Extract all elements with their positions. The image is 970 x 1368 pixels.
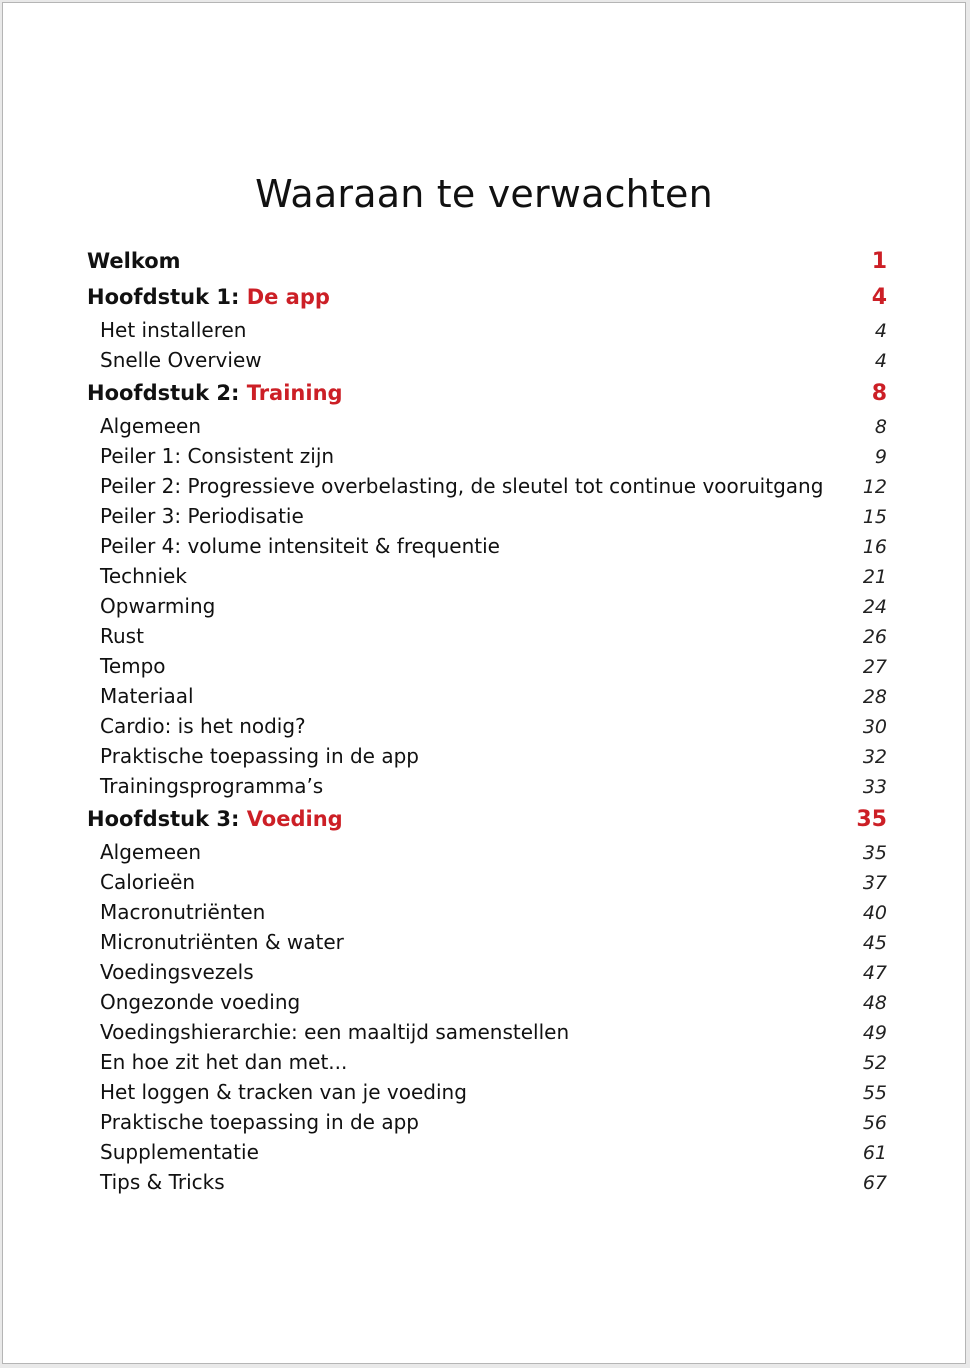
toc-chapter-2[interactable] [87, 375, 887, 411]
toc-subentry-label: Voedingsvezels [100, 960, 254, 984]
toc-subentry-page: 30 [862, 716, 887, 738]
toc-subentry[interactable] [87, 681, 887, 711]
toc-subentry-page: 27 [862, 656, 887, 678]
toc-subentry-page: 15 [862, 506, 887, 528]
toc-subentry-page: 37 [862, 872, 887, 894]
toc-subentry-page: 52 [862, 1052, 887, 1074]
toc-subentry[interactable] [87, 867, 887, 897]
toc-subentry-label: Cardio: is het nodig? [100, 714, 306, 738]
toc-subentry[interactable] [87, 315, 887, 345]
toc-subentry-page: 26 [862, 626, 887, 648]
toc-subentry-page: 16 [862, 536, 887, 558]
toc-subentry[interactable] [87, 957, 887, 987]
chapter-prefix: Hoofdstuk 2: [87, 381, 247, 405]
toc-subentry-page: 40 [862, 902, 887, 924]
toc-subentry[interactable] [87, 411, 887, 441]
toc-subentry-page: 4 [874, 320, 887, 342]
toc-subentry-page: 33 [862, 776, 887, 798]
toc-subentry-label: Algemeen [100, 414, 202, 438]
toc-subentry-label: Het loggen & tracken van je voeding [100, 1080, 467, 1104]
toc-subentry-page: 9 [874, 446, 887, 468]
toc-subentry[interactable] [87, 771, 887, 801]
toc-subentry[interactable] [87, 1047, 887, 1077]
toc-subentry[interactable] [87, 501, 887, 531]
page-title: Waaraan te verwachten [255, 172, 713, 216]
toc-subentry-page: 45 [862, 932, 887, 954]
toc-subentry-label: Micronutriënten & water [100, 930, 344, 954]
toc-subentry[interactable] [87, 987, 887, 1017]
toc-subentry-page: 67 [862, 1172, 887, 1194]
toc-subentry[interactable] [87, 1137, 887, 1167]
toc-subentry-label: Rust [100, 624, 144, 648]
toc-subentry[interactable] [87, 621, 887, 651]
toc-subentry[interactable] [87, 927, 887, 957]
chapter-name: De app [246, 285, 330, 309]
toc-subentry-label: En hoe zit het dan met... [100, 1050, 348, 1074]
toc-subentry-page: 35 [862, 842, 887, 864]
toc-chapter-heading [87, 279, 330, 315]
toc-subentry-label: Peiler 3: Periodisatie [100, 504, 304, 528]
toc-subentry[interactable] [87, 591, 887, 621]
toc-subentry-page: 12 [862, 476, 887, 498]
toc-subentry[interactable] [87, 837, 887, 867]
toc-subentry-page: 48 [862, 992, 887, 1014]
toc-subentry-label: Techniek [100, 564, 187, 588]
toc-chapter-heading [87, 801, 343, 837]
toc-subentry-label: Tips & Tricks [100, 1170, 225, 1194]
toc-chapter-2-items [87, 411, 887, 801]
toc-subentry[interactable] [87, 897, 887, 927]
toc-chapter-3[interactable] [87, 801, 887, 837]
toc-chapter-1[interactable] [87, 279, 887, 315]
toc-subentry[interactable] [87, 1077, 887, 1107]
toc-chapter-3-items [87, 837, 887, 1197]
toc-subentry[interactable] [87, 441, 887, 471]
toc-subentry-page: 61 [862, 1142, 887, 1164]
toc-subentry[interactable] [87, 531, 887, 561]
toc-entry-welkom[interactable] [87, 243, 887, 279]
chapter-name: Voeding [246, 807, 343, 831]
toc-entry-label: Welkom [87, 249, 181, 273]
toc-subentry[interactable] [87, 711, 887, 741]
toc-subentry-label: Peiler 4: volume intensiteit & frequentie [100, 534, 500, 558]
toc-subentry-page: 55 [862, 1082, 887, 1104]
toc-subentry[interactable] [87, 1167, 887, 1197]
chapter-prefix: Hoofdstuk 1: [87, 285, 247, 309]
toc-subentry-label: Het installeren [100, 318, 247, 342]
chapter-name: Training [246, 381, 343, 405]
table-of-contents [87, 243, 887, 1197]
toc-subentry-page: 28 [862, 686, 887, 708]
toc-subentry-label: Praktische toepassing in de app [100, 1110, 419, 1134]
toc-subentry[interactable] [87, 561, 887, 591]
toc-subentry-page: 49 [862, 1022, 887, 1044]
toc-subentry-label: Trainingsprogramma’s [100, 774, 324, 798]
toc-chapter-heading [87, 375, 343, 411]
toc-subentry-page: 4 [874, 350, 887, 372]
toc-subentry-page: 47 [862, 962, 887, 984]
toc-subentry-label: Algemeen [100, 840, 202, 864]
toc-subentry-label: Opwarming [100, 594, 216, 618]
toc-subentry[interactable] [87, 345, 887, 375]
toc-chapter-page: 4 [871, 285, 887, 310]
toc-subentry-page: 8 [874, 416, 887, 438]
toc-subentry-label: Voedingshierarchie: een maaltijd samenstellen [100, 1020, 570, 1044]
toc-subentry-label: Praktische toepassing in de app [100, 744, 419, 768]
toc-subentry-label: Supplementatie [100, 1140, 259, 1164]
toc-subentry-label: Macronutriënten [100, 900, 266, 924]
toc-subentry[interactable] [87, 651, 887, 681]
toc-chapter-1-items [87, 315, 887, 375]
toc-subentry-label: Calorieën [100, 870, 196, 894]
toc-subentry-page: 32 [862, 746, 887, 768]
toc-subentry-label: Snelle Overview [100, 348, 262, 372]
chapter-prefix: Hoofdstuk 3: [87, 807, 247, 831]
toc-subentry-page: 21 [862, 566, 887, 588]
document-page [2, 2, 966, 1364]
toc-entry-page: 1 [871, 249, 887, 274]
toc-subentry[interactable] [87, 471, 887, 501]
toc-chapter-page: 8 [871, 381, 887, 406]
toc-subentry-label: Peiler 2: Progressieve overbelasting, de sleutel tot continue vooruitgang [100, 474, 824, 498]
toc-subentry-label: Tempo [100, 654, 166, 678]
toc-subentry-page: 24 [862, 596, 887, 618]
toc-subentry-label: Materiaal [100, 684, 194, 708]
toc-subentry[interactable] [87, 741, 887, 771]
toc-subentry-page: 56 [862, 1112, 887, 1134]
toc-subentry-label: Peiler 1: Consistent zijn [100, 444, 335, 468]
toc-chapter-page: 35 [856, 807, 887, 832]
toc-subentry-label: Ongezonde voeding [100, 990, 301, 1014]
toc-subentry[interactable] [87, 1017, 887, 1047]
toc-subentry[interactable] [87, 1107, 887, 1137]
